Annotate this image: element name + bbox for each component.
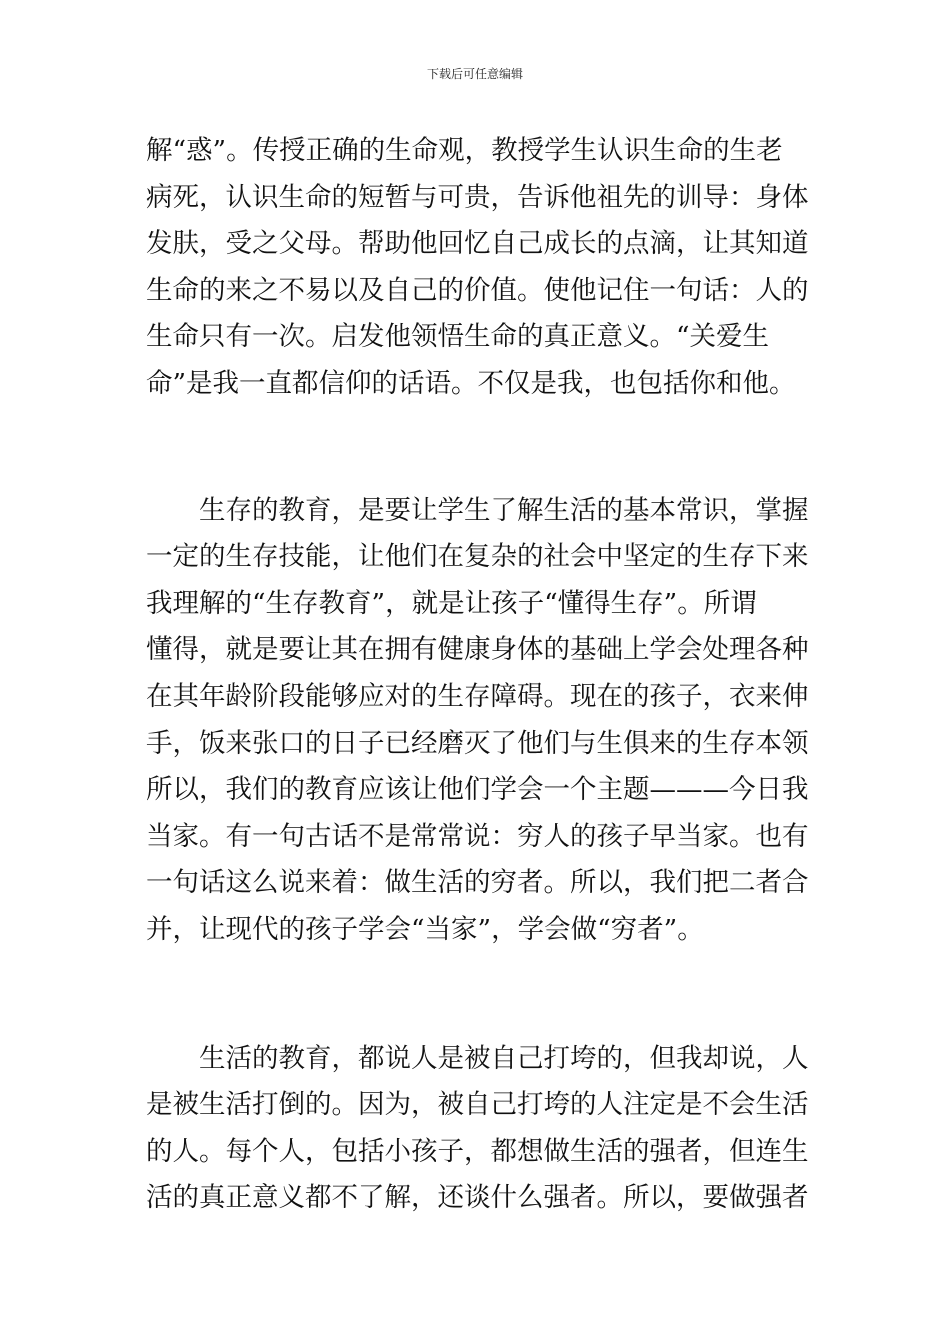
text-line: 当家。有一句古话不是常常说：穷人的孩子早当家。也有 <box>146 820 809 852</box>
text-line: 一句话这么说来着：做生活的穷者。所以，我们把二者合 <box>146 867 809 899</box>
paragraph-survival-education <box>146 488 808 954</box>
text-line: 懂得，就是要让其在拥有健康身体的基础上学会处理各种 <box>146 634 809 666</box>
paragraph-spacer <box>146 408 808 488</box>
text-line: 所以，我们的教育应该让他们学会一个主题———今日我 <box>146 774 809 806</box>
text-line: 生命只有一次。启发他领悟生命的真正意义。“关爱生 <box>146 321 770 353</box>
text-line: 病死，认识生命的短暂与可贵，告诉他祖先的训导：身体 <box>146 181 809 213</box>
text-line: 手，饭来张口的日子已经磨灭了他们与生俱来的生存本领 <box>146 727 809 759</box>
text-line: 生命的来之不易以及自己的价值。使他记住一句话：人的 <box>146 274 809 306</box>
text-line: 我理解的“生存教育”，就是让孩子“懂得生存”。所谓 <box>146 587 757 619</box>
text-line: 在其年龄阶段能够应对的生存障碍。现在的孩子，衣来伸 <box>146 680 809 712</box>
text-line: 并，让现代的孩子学会“当家”，学会做“穷者”。 <box>146 913 704 945</box>
text-line: 是被生活打倒的。因为，被自己打垮的人注定是不会生活 <box>146 1089 809 1121</box>
page-header: 下载后可任意编辑 <box>426 67 523 81</box>
text-line: 一定的生存技能，让他们在复杂的社会中坚定的生存下来 <box>146 541 809 573</box>
text-line: 发肤，受之父母。帮助他回忆自己成长的点滴，让其知道 <box>146 228 809 260</box>
paragraph-living-education <box>146 1036 808 1222</box>
text-line: 活的真正意义都不了解，还谈什么强者。所以，要做强者 <box>146 1182 809 1214</box>
text-line: 的人。每个人，包括小孩子，都想做生活的强者，但连生 <box>146 1135 809 1167</box>
paragraph-life-education <box>146 128 808 408</box>
text-line: 命”是我一直都信仰的话语。不仅是我，也包括你和他。 <box>146 367 796 399</box>
text-line: 生活的教育，都说人是被自己打垮的，但我却说，人 <box>146 1042 809 1074</box>
document-body <box>146 128 808 1222</box>
text-line: 生存的教育，是要让学生了解生活的基本常识，掌握 <box>146 494 809 526</box>
text-line: 解“惑”。传授正确的生命观，教授学生认识生命的生老 <box>146 135 783 166</box>
paragraph-spacer <box>146 954 808 1036</box>
